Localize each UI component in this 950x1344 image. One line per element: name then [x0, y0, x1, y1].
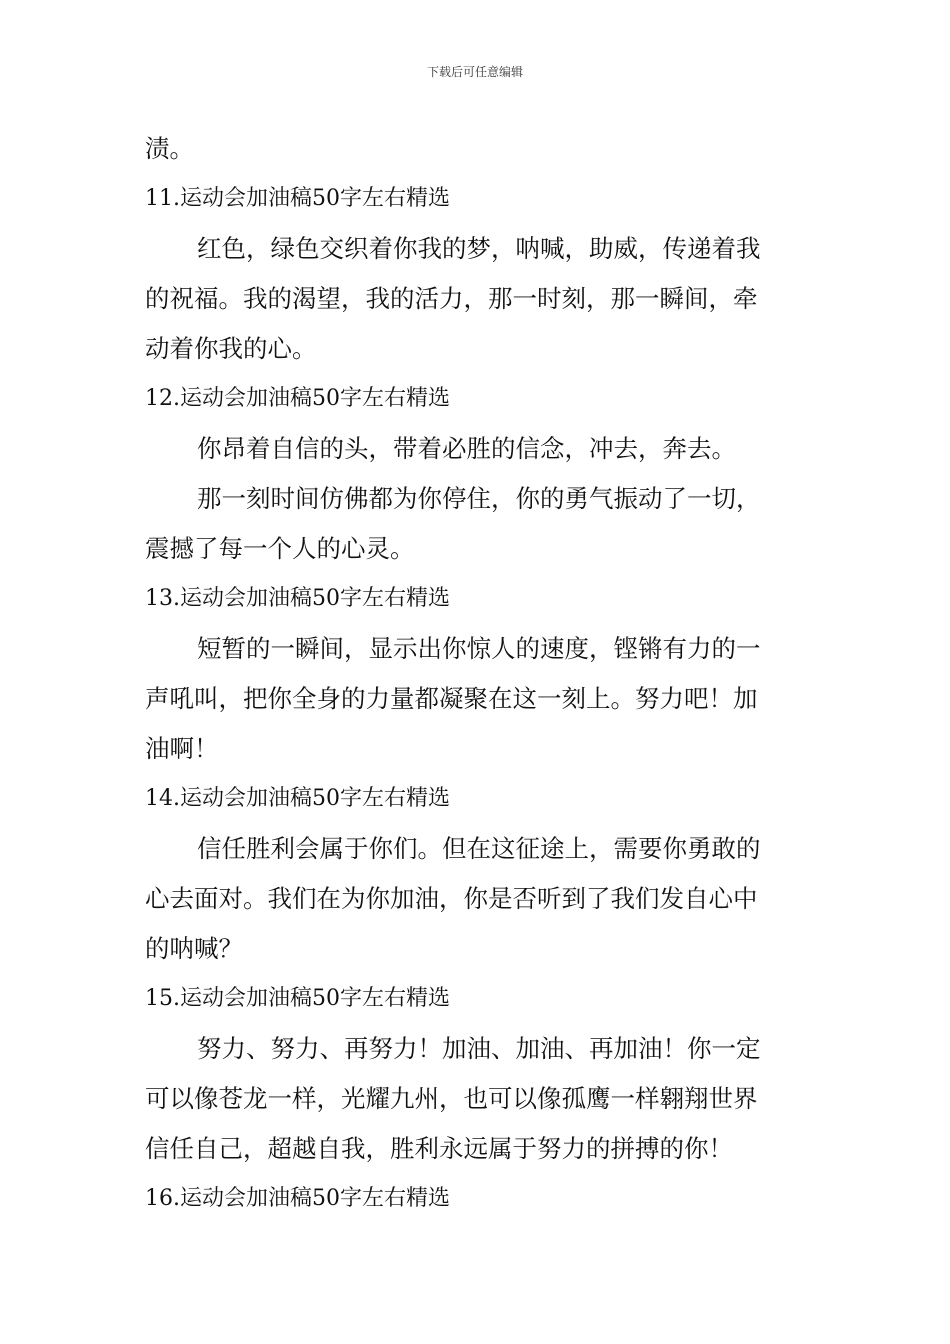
- document-body: [145, 124, 805, 1224]
- paragraph-line: 动着你我的心。: [145, 334, 317, 363]
- section-heading: 12.运动会加油稿50字左右精选: [145, 386, 450, 411]
- paragraph-line: 短暂的一瞬间，显示出你惊人的速度，铿锵有力的一: [197, 634, 761, 663]
- paragraph-line: 那一刻时间仿佛都为你停住，你的勇气振动了一切，: [197, 484, 761, 513]
- paragraph-line: 渍。: [145, 134, 194, 163]
- page-header-note: 下载后可任意编辑: [426, 65, 523, 79]
- paragraph-line: 油啊！: [145, 734, 219, 763]
- section-heading: 13.运动会加油稿50字左右精选: [145, 586, 450, 611]
- paragraph-line: 震撼了每一个人的心灵。: [145, 534, 415, 563]
- paragraph-line: 红色，绿色交织着你我的梦，呐喊，助威，传递着我: [197, 234, 761, 263]
- paragraph-line: 心去面对。我们在为你加油，你是否听到了我们发自心中: [145, 884, 758, 913]
- paragraph-line: 声吼叫，把你全身的力量都凝聚在这一刻上。努力吧！加: [145, 684, 758, 713]
- section-heading: 15.运动会加油稿50字左右精选: [145, 986, 450, 1011]
- paragraph-line: 你昂着自信的头，带着必胜的信念，冲去，奔去。: [197, 434, 736, 463]
- section-heading: 16.运动会加油稿50字左右精选: [145, 1186, 450, 1211]
- section-heading: 11.运动会加油稿50字左右精选: [145, 186, 450, 211]
- paragraph-line: 信任胜利会属于你们。但在这征途上，需要你勇敢的: [197, 834, 761, 863]
- paragraph-line: 信任自己，超越自我，胜利永远属于努力的拼搏的你！: [145, 1134, 733, 1163]
- paragraph-line: 努力、努力、再努力！加油、加油、再加油！你一定: [197, 1034, 761, 1063]
- section-heading: 14.运动会加油稿50字左右精选: [145, 786, 450, 811]
- paragraph-line: 的祝福。我的渴望，我的活力，那一时刻，那一瞬间，牵: [145, 284, 758, 313]
- paragraph-line: 可以像苍龙一样，光耀九州，也可以像孤鹰一样翱翔世界: [145, 1084, 758, 1113]
- paragraph-line: 的呐喊？: [145, 934, 243, 963]
